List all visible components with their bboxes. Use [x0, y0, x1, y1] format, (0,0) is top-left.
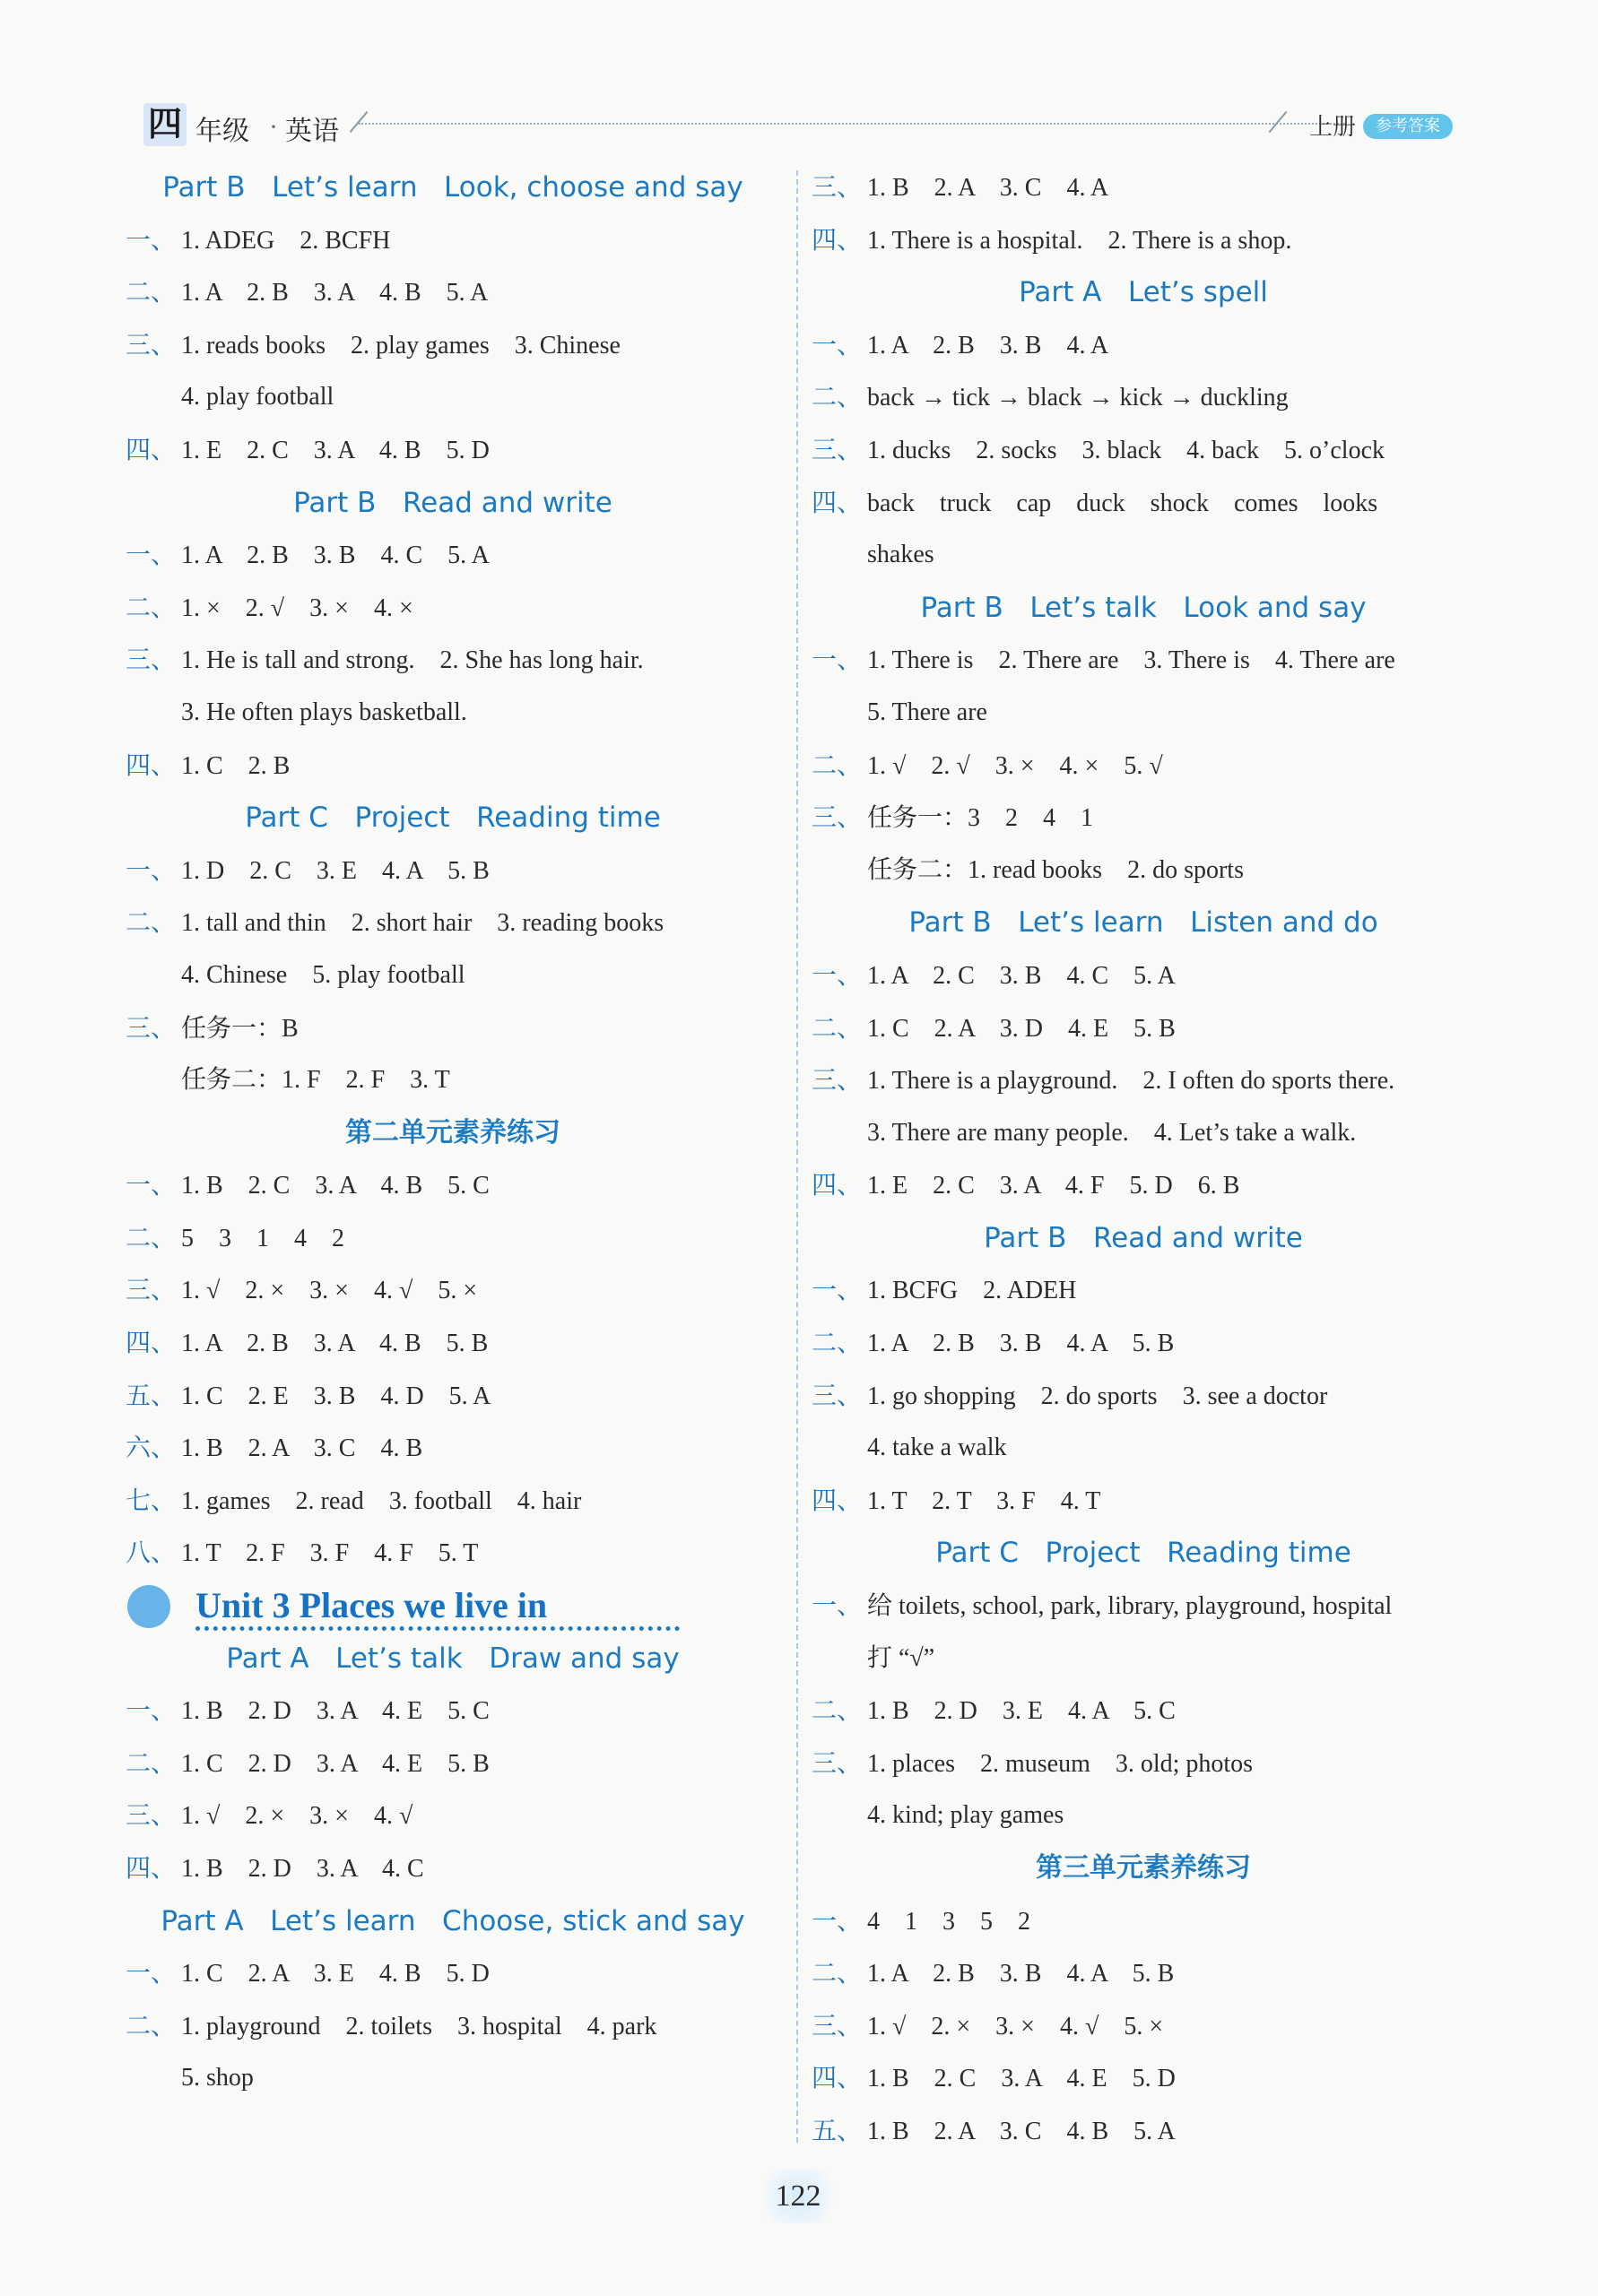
answer-line-continued: 5. shop [181, 2064, 254, 2092]
question-number: 四、 [126, 434, 177, 464]
question-number: 二、 [126, 592, 177, 622]
answer-line-continued: 4. take a walk [867, 1434, 1007, 1462]
answer-text: 1. BCFG 2. ADEH [867, 1277, 1077, 1305]
question-number: 二、 [812, 1012, 863, 1043]
answer-text: 任务一：B [181, 1014, 299, 1043]
answer-text: 1. √ 2. × 3. × 4. √ 5. × [181, 1277, 478, 1305]
question-number: 五、 [126, 1380, 177, 1410]
answer-text: 1. He is tall and strong. 2. She has long hair. [181, 646, 644, 675]
answer-text: 1. B 2. D 3. A 4. C [181, 1855, 424, 1883]
answer-text: 1. √ 2. × 3. × 4. √ 5. × [867, 2012, 1164, 2040]
answer-line-continued: 3. He often plays basketball. [181, 697, 467, 726]
answer-text: 1. A 2. B 3. A 4. B 5. B [181, 1330, 489, 1358]
answer-line [812, 424, 1475, 477]
question-number: 二、 [126, 277, 177, 308]
question-number: 四、 [126, 1853, 177, 1883]
question-number: 三、 [812, 802, 863, 833]
question-number: 三、 [126, 1800, 177, 1831]
answer-line-continued: 打 “√” [867, 1643, 935, 1672]
answer-key-badge: 参考答案 [1363, 114, 1453, 139]
grade-number: 四 [143, 103, 187, 146]
question-number: 一、 [812, 1590, 863, 1621]
answer-line [812, 319, 1475, 372]
question-number: 四、 [812, 1170, 863, 1200]
answer-text: 任务一：3 2 4 1 [867, 804, 1094, 833]
section-heading: Part A Let’s spell [1019, 276, 1268, 309]
question-number: 一、 [126, 854, 177, 885]
answer-line [126, 424, 780, 477]
grade-label: 年级 [195, 116, 249, 147]
answer-text: 1. B 2. D 3. E 4. A 5. C [867, 1697, 1176, 1726]
answer-text: 1. T 2. F 3. F 4. F 5. T [181, 1539, 479, 1568]
right-column [812, 161, 1475, 2158]
question-number: 一、 [812, 329, 863, 360]
volume-label: 上册 [1309, 114, 1357, 141]
section-heading: Part B Let’s learn Look, choose and say [162, 171, 743, 204]
question-number: 三、 [126, 1275, 177, 1305]
question-number: 二、 [812, 1328, 863, 1358]
question-number: 三、 [812, 434, 863, 464]
answer-line [812, 1685, 1475, 1737]
question-number: 五、 [812, 2115, 863, 2145]
question-number: 二、 [812, 382, 863, 412]
answer-text: 1. games 2. read 3. football 4. hair [181, 1486, 582, 1515]
question-number: 一、 [126, 1958, 177, 1988]
answer-line [812, 1159, 1475, 1212]
answer-text: 1. There is a playground. 2. I often do sports there. [867, 1067, 1395, 1096]
question-number: 四、 [812, 487, 863, 517]
section-heading: Part B Let’s learn Listen and do [908, 906, 1378, 940]
question-number: 二、 [812, 1958, 863, 1988]
question-number: 二、 [812, 1695, 863, 1726]
answer-line [812, 1317, 1475, 1370]
answer-text: 1. go shopping 2. do sports 3. see a doctor [867, 1382, 1328, 1410]
answer-line [812, 1370, 1475, 1423]
answer-text: 1. B 2. A 3. C 4. A [867, 174, 1109, 202]
answer-text: 1. E 2. C 3. A 4. B 5. D [181, 436, 490, 464]
answer-line [812, 634, 1475, 687]
header-divider [359, 123, 1345, 125]
question-number: 三、 [812, 1380, 863, 1410]
answer-text: 1. ducks 2. socks 3. black 4. back 5. o’clock [867, 436, 1385, 464]
answer-text: 1. A 2. B 3. A 4. B 5. A [181, 279, 489, 308]
answer-text: 1. D 2. C 3. E 4. A 5. B [181, 856, 490, 885]
answer-text: 1. reads books 2. play games 3. Chinese [181, 331, 621, 360]
answer-text: 1. ADEG 2. BCFH [181, 226, 391, 255]
unit-title [126, 1580, 780, 1633]
question-number: 三、 [812, 1065, 863, 1096]
answer-text: 1. A 2. B 3. B 4. A 5. B [867, 1330, 1175, 1358]
answer-line-continued: 4. kind; play games [867, 1801, 1064, 1830]
answer-line [126, 1947, 780, 2000]
answer-line [812, 371, 1475, 424]
answer-text: 1. A 2. B 3. B 4. A 5. B [867, 1960, 1175, 1988]
answer-line [126, 1789, 780, 1842]
answer-line [126, 897, 780, 949]
question-number: 三、 [812, 172, 863, 202]
answer-line [126, 1002, 780, 1055]
question-number: 一、 [126, 224, 177, 255]
answer-line [126, 634, 780, 687]
section-heading: 第二单元素养练习 [345, 1116, 560, 1148]
answer-line [126, 845, 780, 897]
question-number: 六、 [126, 1433, 177, 1463]
question-number: 三、 [812, 2010, 863, 2040]
answer-line-continued: 5. There are [867, 697, 987, 726]
answer-line [812, 2052, 1475, 2105]
answer-text: 1. √ 2. × 3. × 4. √ [181, 1802, 413, 1831]
answer-text: 1. B 2. D 3. A 4. E 5. C [181, 1697, 490, 1726]
section-heading: Part C Project Reading time [245, 801, 661, 835]
answer-text: 1. There is 2. There are 3. There is 4. There are [867, 646, 1395, 675]
answer-text: back → tick → black → kick → duckling [867, 384, 1289, 412]
answer-text: 1. B 2. C 3. A 4. B 5. C [181, 1172, 490, 1200]
answer-line [812, 949, 1475, 1002]
page-header [143, 103, 1453, 152]
answer-text: 1. C 2. E 3. B 4. D 5. A [181, 1382, 491, 1410]
header-slash [350, 111, 369, 133]
answer-line [812, 477, 1475, 530]
question-number: 三、 [126, 1012, 177, 1043]
answer-text: 1. A 2. B 3. B 4. C 5. A [181, 542, 490, 570]
answer-line-continued: 3. There are many people. 4. Let’s take a walk. [867, 1118, 1357, 1147]
answer-line [812, 161, 1475, 214]
section-heading: Part A Let’s talk Draw and say [226, 1642, 680, 1675]
answer-text: 5 3 1 4 2 [181, 1224, 344, 1252]
answer-line [812, 2000, 1475, 2053]
answer-line [126, 1737, 780, 1790]
answer-line [812, 740, 1475, 793]
answer-line [126, 319, 780, 372]
column-divider [796, 170, 798, 2143]
question-number: 七、 [126, 1485, 177, 1515]
answer-line [126, 529, 780, 582]
answer-line [126, 1475, 780, 1528]
question-number: 一、 [126, 1695, 177, 1726]
question-number: 二、 [126, 907, 177, 938]
question-number: 四、 [812, 224, 863, 255]
answer-line [126, 1159, 780, 1212]
answer-line [126, 1527, 780, 1580]
unit-bullet-icon [127, 1585, 170, 1628]
answer-text: 1. C 2. B [181, 751, 291, 780]
header-slash [1269, 111, 1288, 133]
answer-line-continued: 任务二：1. F 2. F 3. T [181, 1066, 450, 1095]
question-number: 一、 [812, 645, 863, 675]
question-number: 二、 [126, 1747, 177, 1778]
section-heading: Part B Read and write [984, 1221, 1303, 1254]
answer-text: 1. B 2. A 3. C 4. B [181, 1434, 423, 1463]
answer-line-continued: 4. play football [181, 383, 334, 412]
answer-text: 1. C 2. A 3. E 4. B 5. D [181, 1960, 490, 1988]
answer-line [812, 214, 1475, 267]
question-number: 二、 [812, 749, 863, 780]
answer-text: 1. B 2. A 3. C 4. B 5. A [867, 2117, 1176, 2145]
question-number: 四、 [126, 1328, 177, 1358]
answer-text: 1. playground 2. toilets 3. hospital 4. park [181, 2012, 657, 2040]
answer-line [126, 266, 780, 319]
answer-line [812, 1737, 1475, 1790]
page-number: 122 [753, 2170, 843, 2223]
question-number: 四、 [812, 2063, 863, 2093]
question-number: 二、 [126, 1222, 177, 1252]
answer-line-continued: 4. Chinese 5. play football [181, 960, 465, 989]
answer-line [126, 214, 780, 267]
answer-line [812, 1002, 1475, 1055]
answer-text: 1. T 2. T 3. F 4. T [867, 1486, 1101, 1515]
answer-line [812, 1895, 1475, 1948]
question-number: 八、 [126, 1538, 177, 1568]
question-number: 四、 [812, 1485, 863, 1515]
answer-line [812, 1475, 1475, 1528]
question-number: 二、 [126, 2010, 177, 2040]
question-number: 三、 [126, 329, 177, 360]
unit-underline [195, 1626, 680, 1631]
answer-line [812, 2105, 1475, 2158]
section-heading: Part C Project Reading time [935, 1537, 1351, 1570]
question-number: 三、 [126, 645, 177, 675]
answer-line [126, 1317, 780, 1370]
question-number: 四、 [126, 749, 177, 780]
unit-title-text: Unit 3 Places we live in [195, 1585, 548, 1626]
header-dot: · [269, 112, 278, 142]
section-heading: 第三单元素养练习 [1036, 1852, 1251, 1884]
answer-text: 1. places 2. museum 3. old; photos [867, 1749, 1254, 1778]
answer-text: 1. E 2. C 3. A 4. F 5. D 6. B [867, 1172, 1240, 1200]
answer-line [126, 1212, 780, 1265]
answer-line [812, 1054, 1475, 1107]
answer-line [126, 582, 780, 635]
answer-text: 1. tall and thin 2. short hair 3. reading books [181, 909, 664, 938]
question-number: 三、 [812, 1747, 863, 1778]
answer-text: 1. C 2. A 3. D 4. E 5. B [867, 1014, 1176, 1043]
answer-line [126, 2000, 780, 2053]
answer-line [126, 1370, 780, 1423]
answer-text: 1. √ 2. √ 3. × 4. × 5. √ [867, 751, 1163, 780]
question-number: 一、 [812, 1905, 863, 1936]
answer-text: 1. A 2. C 3. B 4. C 5. A [867, 961, 1176, 990]
answer-text: back truck cap duck shock comes looks [867, 489, 1378, 517]
answer-line [126, 1842, 780, 1895]
answer-text: 4 1 3 5 2 [867, 1907, 1030, 1936]
answer-text: 1. C 2. D 3. A 4. E 5. B [181, 1749, 490, 1778]
section-heading: Part B Let’s talk Look and say [920, 591, 1367, 624]
answer-line [812, 1947, 1475, 2000]
question-number: 一、 [812, 1275, 863, 1305]
answer-line [812, 1580, 1475, 1633]
answer-line-continued: 任务二：1. read books 2. do sports [867, 855, 1244, 884]
answer-text: 1. A 2. B 3. B 4. A [867, 331, 1109, 360]
question-number: 一、 [812, 959, 863, 990]
section-heading: Part A Let’s learn Choose, stick and say [161, 1904, 745, 1937]
answer-text: 给 toilets, school, park, library, playground, hospital [867, 1592, 1393, 1621]
answer-line [812, 1264, 1475, 1317]
answer-text: 1. There is a hospital. 2. There is a shop. [867, 226, 1292, 255]
answer-line [126, 740, 780, 793]
answer-line [126, 1264, 780, 1317]
answer-line [126, 1685, 780, 1737]
left-column [126, 161, 780, 2105]
answer-line [126, 1422, 780, 1475]
subject-label: 英语 [285, 116, 339, 147]
section-heading: Part B Read and write [293, 486, 612, 519]
question-number: 一、 [126, 540, 177, 570]
answer-text: 1. × 2. √ 3. × 4. × [181, 593, 413, 622]
answer-line [812, 792, 1475, 845]
question-number: 一、 [126, 1170, 177, 1200]
answer-text: 1. B 2. C 3. A 4. E 5. D [867, 2065, 1176, 2093]
answer-line-continued: shakes [867, 541, 934, 569]
